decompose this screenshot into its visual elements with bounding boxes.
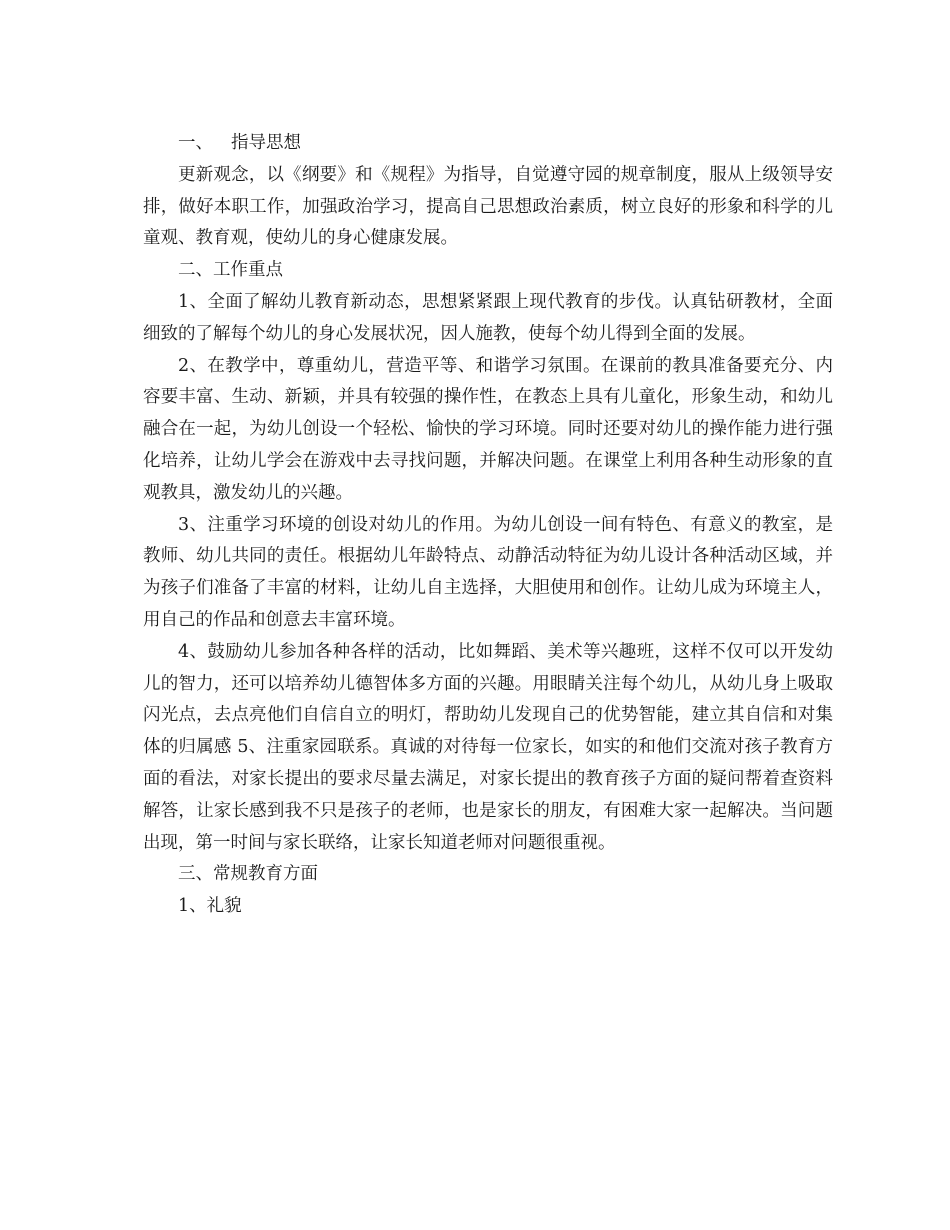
- section-heading-work-focus: 二、工作重点: [178, 260, 283, 281]
- section-title: 指导思想: [231, 133, 301, 153]
- routine-education-subheading-courtesy: 1、礼貌: [178, 896, 242, 917]
- section-heading-routine-education: 三、常规教育方面: [178, 864, 318, 885]
- document-body: [143, 128, 833, 923]
- work-focus-item-2: 2、在教学中，尊重幼儿，营造平等、和谐学习氛围。在课前的教具准备要充分、内容要丰富、生动、新颖，并具有较强的操作性，在教态上具有儿童化，形象生动，和幼儿融合在一起，为幼儿创设一个轻松、愉快的学习环境。同时还要对幼儿的操作能力进行强化培养，让幼儿学会在游戏中去寻找问题，并解决问题。在课堂上利用各种生动形象的直观教具，激发幼儿的兴趣。: [143, 355, 833, 503]
- section-heading-guiding-ideology: [143, 128, 833, 160]
- work-focus-item-1: 1、全面了解幼儿教育新动态，思想紧紧跟上现代教育的步伐。认真钻研教材，全面细致的了解每个幼儿的身心发展状况，因人施教，使每个幼儿得到全面的发展。: [143, 291, 833, 344]
- section-number: 一、: [178, 133, 213, 153]
- work-focus-item-3: 3、注重学习环境的创设对幼儿的作用。为幼儿创设一间有特色、有意义的教室，是教师、幼儿共同的责任。根据幼儿年龄特点、动静活动特征为幼儿设计各种活动区域，并为孩子们准备了丰富的材料，让幼儿自主选择，大胆使用和创作。让幼儿成为环境主人，用自己的作品和创意去丰富环境。: [143, 514, 833, 630]
- work-focus-item-4: 4、鼓励幼儿参加各种各样的活动，比如舞蹈、美术等兴趣班，这样不仅可以开发幼儿的智力，还可以培养幼儿德智体多方面的兴趣。用眼睛关注每个幼儿，从幼儿身上吸取闪光点，去点亮他们自信自立的明灯，帮助幼儿发现自己的优势智能，建立其自信和对集体的归属感 5、注重家园联系。真诚的对待每一位家长，如实的和他们交流对孩子教育方面的看法，对家长提出的要求尽量去满足，对家长提出的教育孩子方面的疑问帮着查资料解答，让家长感到我不只是孩子的老师，也是家长的朋友，有困难大家一起解决。当问题出现，第一时间与家长联络，让家长知道老师对问题很重视。: [143, 641, 833, 853]
- guiding-ideology-paragraph: 更新观念，以《纲要》和《规程》为指导，自觉遵守园的规章制度，服从上级领导安排，做好本职工作，加强政治学习，提高自己思想政治素质，树立良好的形象和科学的儿童观、教育观，使幼儿的身心健康发展。: [143, 164, 833, 249]
